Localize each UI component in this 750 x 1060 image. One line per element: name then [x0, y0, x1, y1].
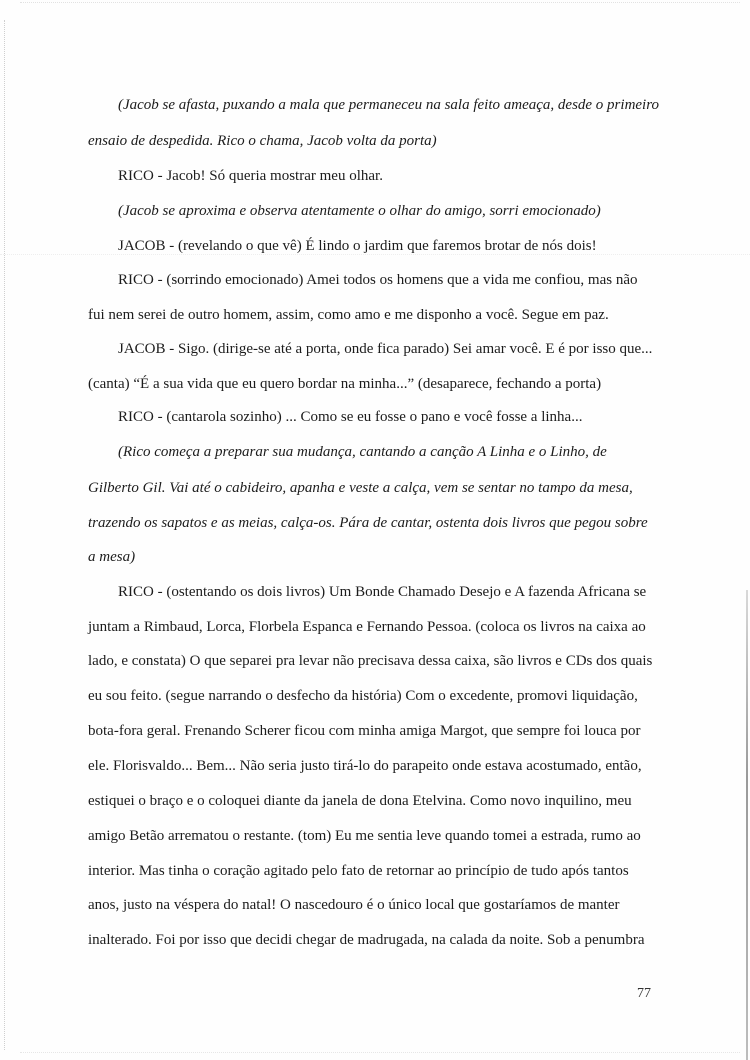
text-line: interior. Mas tinha o coração agitado pelo fato de retornar ao princípio de tudo após tantos	[88, 863, 629, 879]
scan-top-edge	[20, 2, 740, 9]
text-line: (canta) “É a sua vida que eu quero bordar na minha...” (desaparece, fechando a porta)	[88, 376, 602, 392]
text-line: juntam a Rimbaud, Lorca, Florbela Espanca e Fernando Pessoa. (coloca os livros na caixa ao	[88, 619, 646, 635]
text-line: estiquei o braço e o coloquei diante da janela de dona Etelvina. Como novo inquilino, meu	[88, 793, 632, 809]
text-line: RICO - (cantarola sozinho) ... Como se eu fosse o pano e você fosse a linha...	[118, 409, 583, 425]
page-number: 77	[637, 986, 651, 1001]
text-line: amigo Betão arrematou o restante. (tom) Eu me sentia leve quando tomei a estrada, rumo ao	[88, 828, 641, 844]
text-line: inalterado. Foi por isso que decidi chegar de madrugada, na calada da noite. Sob a penumbra	[88, 932, 645, 948]
text-line: bota-fora geral. Frenando Scherer ficou com minha amiga Margot, que sempre foi louca por	[88, 723, 641, 739]
text-line: (Jacob se aproxima e observa atentamente o olhar do amigo, sorri emocionado)	[118, 203, 601, 219]
scan-left-edge	[4, 20, 19, 1050]
scan-bottom-edge	[20, 1052, 740, 1055]
text-line: (Jacob se afasta, puxando a mala que permaneceu na sala feito ameaça, desde o primeiro	[118, 97, 660, 113]
text-line: RICO - (ostentando os dois livros) Um Bonde Chamado Desejo e A fazenda Africana se	[118, 584, 647, 600]
text-line: lado, e constata) O que separei pra levar não precisava dessa caixa, são livros e CDs dos quais	[88, 653, 653, 669]
text-line: anos, justo na véspera do natal! O nascedouro é o único local que gostaríamos de manter	[88, 897, 620, 913]
text-line: RICO - Jacob! Só queria mostrar meu olhar.	[118, 168, 383, 184]
text-line: trazendo os sapatos e as meias, calça-os. Pára de cantar, ostenta dois livros que pegou sobre	[88, 515, 648, 531]
text-line: ensaio de despedida. Rico o chama, Jacob volta da porta)	[88, 133, 437, 149]
text-line: JACOB - Sigo. (dirige-se até a porta, onde fica parado) Sei amar você. E é por isso que...	[118, 341, 653, 357]
text-line: a mesa)	[88, 549, 136, 565]
text-line: JACOB - (revelando o que vê) É lindo o jardim que faremos brotar de nós dois!	[118, 238, 597, 254]
text-line: eu sou feito. (segue narrando o desfecho da história) Com o excedente, promovi liquidação,	[88, 688, 638, 704]
text-line: (Rico começa a preparar sua mudança, cantando a canção A Linha e o Linho, de	[118, 444, 607, 460]
text-line: Gilberto Gil. Vai até o cabideiro, apanha e veste a calça, vem se sentar no tampo da mesa,	[88, 480, 633, 496]
scan-right-edge	[746, 590, 748, 1060]
text-line: RICO - (sorrindo emocionado) Amei todos os homens que a vida me confiou, mas não	[118, 272, 638, 288]
text-line: ele. Florisvaldo... Bem... Não seria justo tirá-lo do parapeito onde estava acostumado, então,	[88, 758, 642, 774]
text-line: fui nem serei de outro homem, assim, como amo e me disponho a você. Segue em paz.	[88, 307, 609, 323]
